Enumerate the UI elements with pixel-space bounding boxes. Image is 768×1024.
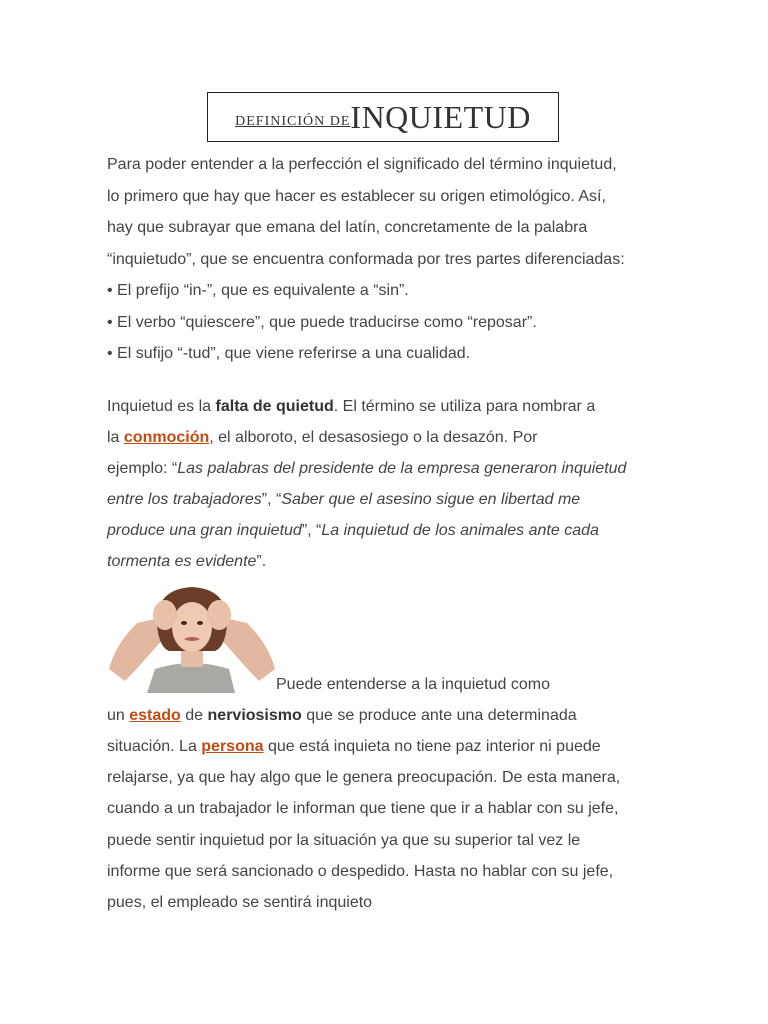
- link-persona[interactable]: persona: [201, 738, 264, 755]
- text-span: Inquietud es la: [107, 398, 216, 415]
- state-line: pues, el empleado se sentirá inquieto: [107, 894, 373, 911]
- intro-line: lo primero que hay que hacer es establecer su origen etimológico. Así,: [107, 188, 606, 205]
- definition-line: [107, 397, 595, 417]
- page-title: [207, 92, 559, 142]
- example-quote: Saber que el asesino sigue en libertad me: [281, 491, 581, 508]
- bullet-item: • El sufijo “-tud”, que viene referirse a una cualidad.: [107, 345, 471, 362]
- bold-term: nerviosismo: [207, 707, 302, 724]
- link-estado[interactable]: estado: [129, 707, 181, 724]
- intro-line: “inquietudo”, que se encuentra conformada por tres partes diferenciadas:: [107, 251, 625, 268]
- definition-line: [107, 428, 537, 448]
- state-line: [107, 737, 601, 757]
- bullet-item: • El prefijo “in-”, que es equivalente a “sin”.: [107, 282, 409, 299]
- text-span: , el alboroto, el desasosiego o la desazón. Por: [209, 429, 538, 446]
- text-span: de: [180, 707, 208, 724]
- text-span: situación. La: [107, 738, 202, 755]
- title-word: INQUIETUD: [350, 99, 531, 135]
- bold-term: falta de quietud: [215, 398, 334, 415]
- definition-line: [107, 459, 626, 479]
- text-span: ejemplo: “: [107, 460, 178, 477]
- state-line: Puede entenderse a la inquietud como: [276, 676, 550, 693]
- definition-line: [107, 552, 266, 572]
- text-span: ”, “: [301, 522, 322, 539]
- text-span: un: [107, 707, 130, 724]
- text-span: ”.: [256, 553, 267, 570]
- state-line: puede sentir inquietud por la situación ya que su superior tal vez le: [107, 832, 581, 849]
- state-line: informe que será sancionado o despedido. Hasta no hablar con su jefe,: [107, 863, 614, 880]
- definition-line: [107, 521, 599, 541]
- title-prefix: DEFINICIÓN DE: [235, 114, 351, 129]
- text-span: . El término se utiliza para nombrar a: [333, 398, 596, 415]
- link-conmocion[interactable]: conmoción: [123, 429, 210, 446]
- state-line: relajarse, ya que hay algo que le genera preocupación. De esta manera,: [107, 769, 621, 786]
- bullet-item: • El verbo “quiescere”, que puede traducirse como “reposar”.: [107, 314, 537, 331]
- state-line: [107, 706, 577, 726]
- intro-line: Para poder entender a la perfección el significado del término inquietud,: [107, 156, 617, 173]
- definition-line: [107, 490, 580, 510]
- state-line: cuando a un trabajador le informan que tiene que ir a hablar con su jefe,: [107, 800, 619, 817]
- text-span: la: [107, 429, 124, 446]
- stressed-woman-photo: [107, 585, 277, 693]
- example-quote: tormenta es evidente: [107, 553, 257, 570]
- intro-line: hay que subrayar que emana del latín, concretamente de la palabra: [107, 219, 588, 236]
- example-quote: La inquietud de los animales ante cada: [321, 522, 599, 539]
- example-quote: produce una gran inquietud: [107, 522, 302, 539]
- text-span: que se produce ante una determinada: [301, 707, 577, 724]
- text-span: ”, “: [261, 491, 282, 508]
- example-quote: Las palabras del presidente de la empresa generaron inquietud: [177, 460, 627, 477]
- text-span: que está inquieta no tiene paz interior ni puede: [263, 738, 601, 755]
- example-quote: entre los trabajadores: [107, 491, 262, 508]
